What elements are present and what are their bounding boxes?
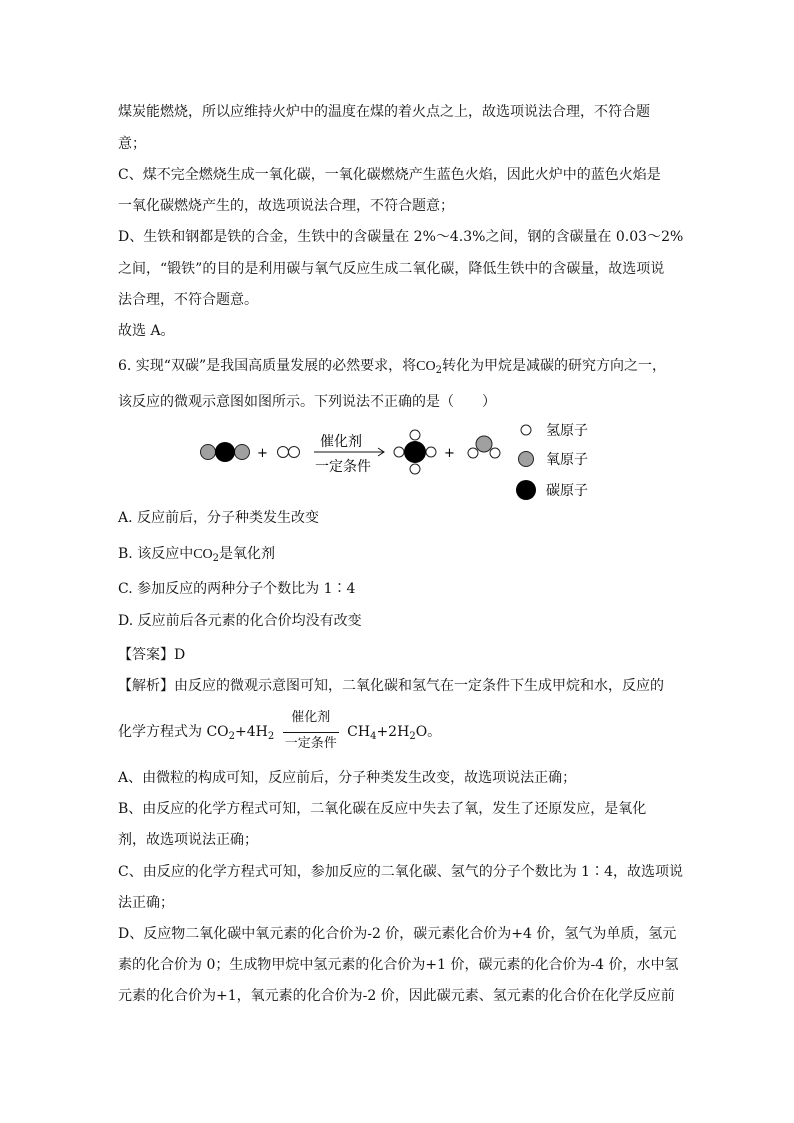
analysis-line: 法正确； (118, 895, 174, 911)
question-text-post: 转化为甲烷是减碳的研究方向之一， (441, 358, 666, 374)
equation-text: O。 (415, 724, 442, 740)
formula-subscript: 2 (435, 365, 442, 376)
condition-bottom: 一定条件 (284, 736, 337, 751)
formula-subscript: 2 (212, 553, 220, 564)
hydrogen-atom (410, 464, 420, 474)
option-b-pre: B. 该反应中 (118, 546, 194, 562)
question-stem-line2: 该反应的微观示意图如图所示。下列说法不正确的是（ ） (118, 394, 496, 410)
plus-sign: + (444, 446, 455, 461)
analysis-label: 【解析】 (118, 678, 174, 694)
option-b (118, 544, 275, 569)
plus-sign: + (257, 446, 268, 461)
analysis-line: D、反应物二氧化碳中氧元素的化合价为-2 价，碳元素化合价为+4 价，氢气为单质，氢元 (118, 926, 677, 942)
hydrogen-atom (394, 447, 404, 457)
carbon-atom (215, 442, 235, 462)
analysis-text: 由反应的微观示意图可知，二氧化碳和氢气在一定条件下生成甲烷和水，反应的 (174, 678, 664, 694)
oxygen-atom (201, 445, 216, 460)
option-a: A. 反应前后，分子种类发生改变 (118, 510, 320, 526)
analysis-line: B、由反应的化学方程式可知，二氧化碳在反应中失去了氧，发生了还原发应，是氧化 (118, 801, 647, 817)
subscript: 4 (370, 731, 377, 742)
equation-text: +4H (235, 724, 268, 740)
hydrogen-atom (426, 447, 436, 457)
option-c: C. 参加反应的两种分子个数比为 1∶4 (118, 581, 356, 597)
subscript: 2 (409, 731, 416, 742)
paragraph-line: 意； (118, 136, 146, 152)
formula-co: CO (416, 359, 436, 374)
analysis-line (118, 676, 664, 696)
arrow-condition-bottom: 一定条件 (315, 459, 371, 475)
legend-oxygen-label: 氧原子 (546, 452, 588, 468)
legend-oxygen-swatch (519, 452, 534, 467)
chemical-equation (118, 710, 442, 751)
question-text-pre: 6. 实现“双碳”是我国高质量发展的必然要求，将 (118, 358, 417, 374)
hydrogen-atom (410, 430, 420, 440)
analysis-line: C、由反应的化学方程式可知，参加反应的二氧化碳、氢气的分子个数比为 1∶4，故选项说 (118, 864, 683, 880)
analysis-line: A、由微粒的构成可知，反应前后，分子种类发生改变，故选项说法正确； (118, 770, 577, 786)
paragraph-line: C、煤不完全燃烧生成一氧化碳，一氧化碳燃烧产生蓝色火焰，因此火炉中的蓝色火焰是 (118, 167, 661, 183)
carbon-atom (404, 441, 426, 463)
legend-hydrogen-label: 氢原子 (546, 423, 588, 439)
paragraph-line: 之间，“锻铁”的目的是利用碳与氧气反应生成二氧化碳，降低生铁中的含碳量，故选项说 (118, 261, 665, 277)
analysis-line: 剂，故选项说法正确； (118, 832, 258, 848)
legend (516, 423, 588, 500)
legend-hydrogen-swatch (521, 425, 531, 435)
oxygen-atom (476, 436, 492, 452)
reaction-diagram (190, 416, 610, 502)
paragraph-line: 法合理，不符合题意。 (118, 292, 258, 308)
oxygen-atom (235, 445, 250, 460)
question-stem (118, 356, 666, 381)
condition-top: 催化剂 (291, 710, 331, 725)
paragraph-line: D、生铁和钢都是铁的合金，生铁中的含碳量在 2%～4.3%之间，钢的含碳量在 0.03～2% (118, 229, 684, 245)
option-b-post: 是氧化剂 (219, 546, 276, 562)
legend-carbon-label: 碳原子 (546, 483, 588, 499)
paragraph-line: 煤炭能燃烧，所以应维持火炉中的温度在煤的着火点之上，故选项说法合理，不符合题 (118, 104, 650, 120)
h2-molecule (278, 447, 300, 458)
legend-carbon-swatch (516, 480, 536, 500)
paragraph-line: 一氧化碳燃烧产生的，故选项说法合理，不符合题意； (118, 198, 454, 214)
h2o-molecule (468, 436, 500, 458)
answer-value: D (174, 647, 186, 663)
hydrogen-atom (468, 448, 478, 458)
analysis-line: 素的化合价为 0；生成物甲烷中氢元素的化合价为+1 价，碳元素的化合价为-4 价，水中氢 (118, 957, 679, 973)
option-d: D. 反应前后各元素的化合价均没有改变 (118, 613, 362, 629)
hydrogen-atom (490, 448, 500, 458)
condition-bar (283, 732, 339, 733)
paragraph-line: 故选 A。 (118, 323, 175, 339)
equation-prefix: 化学方程式为 CO (118, 724, 229, 740)
answer-label: 【答案】 (118, 647, 174, 663)
analysis-line: 元素的化合价为+1，氧元素的化合价为-2 价，因此碳元素、氢元素的化合价在化学反应前 (118, 988, 675, 1004)
formula-co: CO (193, 547, 213, 562)
equation-text: CH (342, 724, 371, 740)
answer-line (118, 645, 185, 665)
equation-text: +2H (376, 724, 410, 740)
co2-molecule (201, 442, 250, 462)
subscript: 2 (267, 731, 275, 742)
equation-condition (283, 710, 339, 751)
hydrogen-atom (278, 447, 289, 458)
hydrogen-atom (289, 447, 300, 458)
ch4-molecule (394, 430, 436, 474)
arrow-condition-top: 催化剂 (320, 434, 362, 450)
subscript: 2 (228, 731, 236, 742)
